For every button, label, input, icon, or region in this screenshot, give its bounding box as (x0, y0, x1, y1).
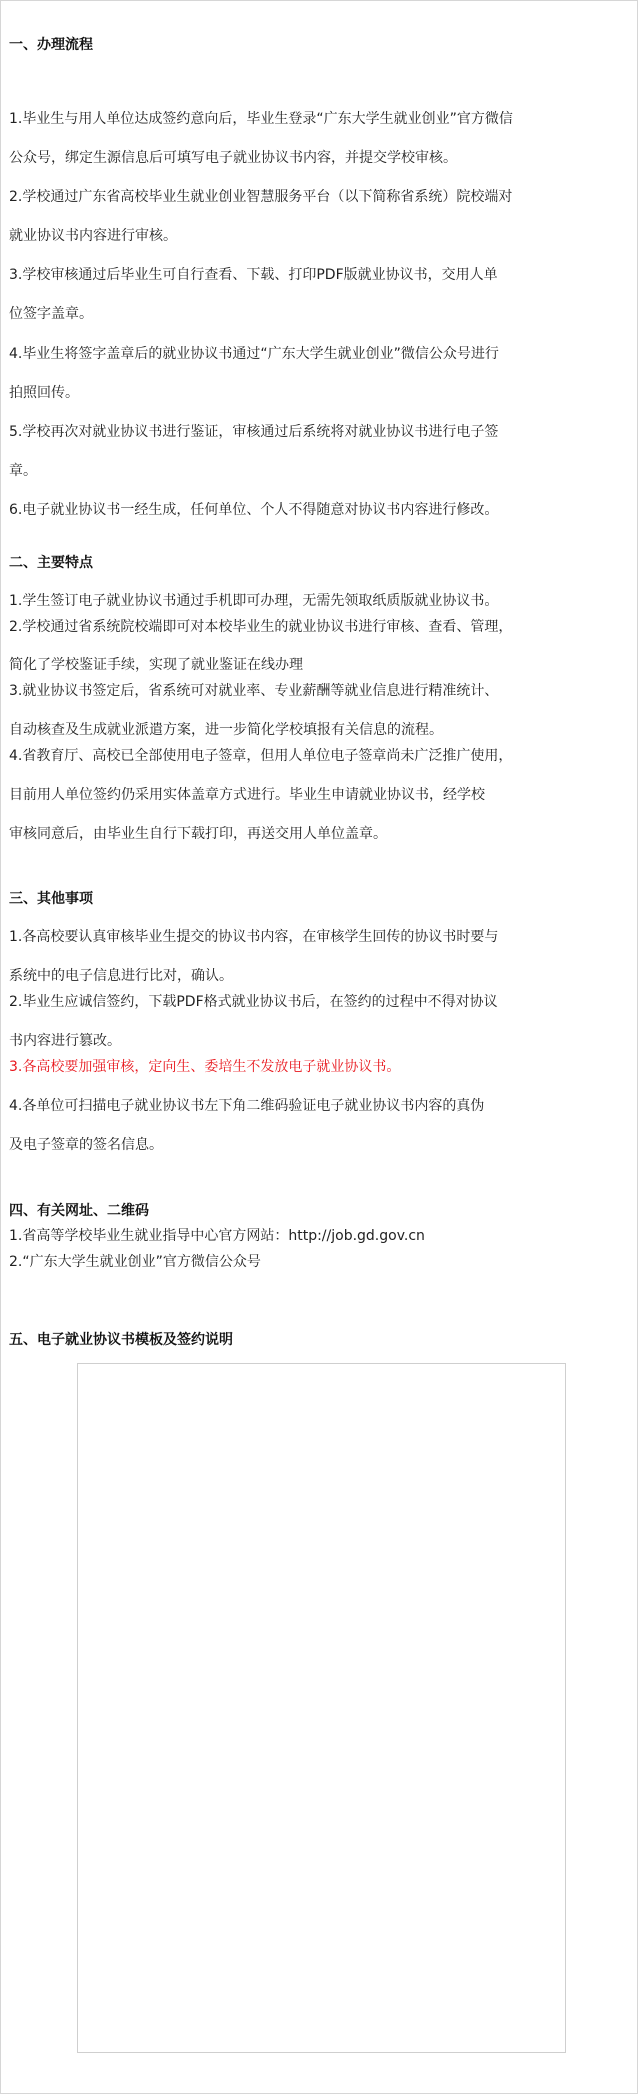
section-2-line: 简化了学校鉴证手续，实现了就业鉴证在线办理 (9, 657, 303, 673)
section-1-line: 4.毕业生将签字盖章后的就业协议书通过“广东大学生就业创业”微信公众号进行 (9, 346, 499, 362)
section-3-line: 4.各单位可扫描电子就业协议书左下角二维码验证电子就业协议书内容的真伪 (9, 1098, 485, 1114)
template-preview-frame (77, 1363, 566, 2053)
section-4-line: 2.“广东大学生就业创业”官方微信公众号 (9, 1254, 261, 1270)
section-2-line: 3.就业协议书签定后，省系统可对就业率、专业薪酬等就业信息进行精准统计、 (9, 683, 499, 699)
section-1-line: 1.毕业生与用人单位达成签约意向后，毕业生登录“广东大学生就业创业”官方微信 (9, 111, 513, 127)
section-1-line: 5.学校再次对就业协议书进行鉴证，审核通过后系统将对就业协议书进行电子签 (9, 424, 499, 440)
section-1-line: 拍照回传。 (9, 385, 79, 401)
section-2-line: 自动核查及生成就业派遣方案，进一步简化学校填报有关信息的流程。 (9, 722, 443, 738)
section-3-line: 书内容进行篡改。 (9, 1033, 121, 1049)
section-2-line: 1.学生签订电子就业协议书通过手机即可办理，无需先领取纸质版就业协议书。 (9, 593, 499, 609)
section-1-line: 3.学校审核通过后毕业生可自行查看、下载、打印PDF版就业协议书，交用人单 (9, 267, 498, 283)
section-3-line: 系统中的电子信息进行比对，确认。 (9, 968, 233, 984)
section-2-line: 2.学校通过省系统院校端即可对本校毕业生的就业协议书进行审核、查看、管理， (9, 619, 513, 635)
section-5-title: 五、电子就业协议书模板及签约说明 (9, 1332, 233, 1348)
section-1-title: 一、办理流程 (9, 37, 93, 53)
section-3-line: 2.毕业生应诚信签约，下载PDF格式就业协议书后，在签约的过程中不得对协议 (9, 994, 498, 1010)
section-1-line: 公众号，绑定生源信息后可填写电子就业协议书内容，并提交学校审核。 (9, 150, 457, 166)
section-1-line: 章。 (9, 463, 37, 479)
section-1-line: 就业协议书内容进行审核。 (9, 228, 177, 244)
section-3-line: 1.各高校要认真审核毕业生提交的协议书内容，在审核学生回传的协议书时要与 (9, 929, 499, 945)
section-4-title: 四、有关网址、二维码 (9, 1203, 149, 1219)
section-2-line: 审核同意后，由毕业生自行下载打印，再送交用人单位盖章。 (9, 826, 387, 842)
section-3-highlight-line: 3.各高校要加强审核，定向生、委培生不发放电子就业协议书。 (9, 1059, 401, 1075)
section-1-line: 位签字盖章。 (9, 306, 93, 322)
section-4-line: 1.省高等学校毕业生就业指导中心官方网站：http://job.gd.gov.cn (9, 1228, 425, 1244)
section-1-line: 6.电子就业协议书一经生成，任何单位、个人不得随意对协议书内容进行修改。 (9, 502, 499, 518)
section-1-line: 2.学校通过广东省高校毕业生就业创业智慧服务平台（以下简称省系统）院校端对 (9, 189, 513, 205)
section-2-line: 4.省教育厅、高校已全部使用电子签章，但用人单位电子签章尚未广泛推广使用， (9, 748, 513, 764)
section-2-line: 目前用人单位签约仍采用实体盖章方式进行。毕业生申请就业协议书，经学校 (9, 787, 485, 803)
section-3-title: 三、其他事项 (9, 891, 93, 907)
section-3-line: 及电子签章的签名信息。 (9, 1137, 163, 1153)
section-2-title: 二、主要特点 (9, 555, 93, 571)
